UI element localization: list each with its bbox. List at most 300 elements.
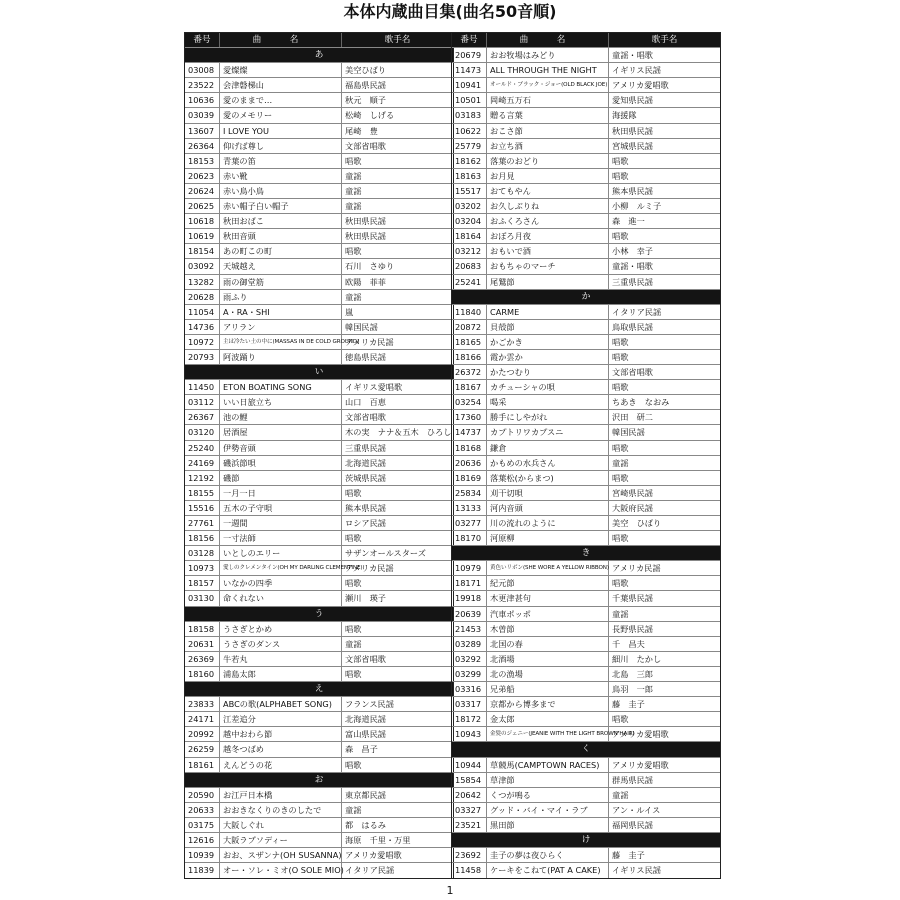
song-artist: 美空 ひばり (612, 518, 662, 528)
song-title: お立ち酒 (487, 139, 609, 153)
table-row (452, 863, 720, 878)
song-title: 秋田おばこ (220, 214, 342, 228)
table-row (452, 456, 720, 471)
song-title: I LOVE YOU (220, 124, 342, 138)
song-title: 越中おわら節 (220, 727, 342, 741)
song-title: 仰げば尊し (220, 139, 342, 153)
song-number: 13607 (185, 124, 220, 138)
song-title: 木更津甚句 (487, 591, 609, 605)
song-title: 贈る言葉 (487, 108, 609, 122)
song-title: おぼろ月夜 (487, 229, 609, 243)
song-artist: 石川 さゆり (345, 261, 395, 272)
song-number: 25241 (452, 275, 487, 289)
song-number: 03008 (185, 63, 220, 77)
song-artist: 藤 圭子 (612, 699, 645, 710)
song-artist: 富山県民謡 (345, 729, 386, 740)
song-number: 10622 (452, 124, 487, 138)
table-row (452, 78, 720, 93)
song-number: 11839 (185, 863, 220, 878)
song-number: 18158 (185, 622, 220, 636)
song-artist: 福岡県民謡 (612, 819, 653, 830)
song-title: おお牧場はみどり (487, 48, 609, 62)
section-label: け (581, 834, 591, 845)
table-row (185, 667, 453, 682)
song-title: 尾鷲節 (487, 275, 609, 289)
section-header (452, 833, 720, 848)
table-row (185, 199, 453, 214)
table-row (452, 697, 720, 712)
table-row (452, 305, 720, 320)
song-number: 18165 (452, 335, 487, 349)
song-artist: 宮城県民謡 (612, 140, 653, 151)
song-artist: イギリス民謡 (612, 865, 661, 876)
song-artist: 尾崎 豊 (345, 125, 378, 136)
song-title: おお、スザンナ(OH SUSANNA) (220, 848, 342, 862)
song-artist: 唱歌 (612, 472, 629, 483)
song-artist: 欧陽 菲菲 (345, 276, 386, 287)
table-row (185, 259, 453, 274)
song-artist: 森 昌子 (345, 744, 378, 755)
table-row (185, 305, 453, 320)
table-row (452, 561, 720, 576)
song-number: 18155 (185, 486, 220, 500)
section-label: い (314, 367, 324, 378)
table-row (452, 622, 720, 637)
song-artist: 長野県民謡 (612, 623, 653, 634)
table-row (185, 456, 453, 471)
section-label: か (581, 291, 591, 302)
song-title: 雨の御堂筋 (220, 275, 342, 289)
song-artist: 童謡・唱歌 (612, 261, 653, 272)
song-title: いとしのエリー (220, 546, 342, 560)
song-title: 天城越え (220, 259, 342, 273)
song-title: 磯浜節唄 (220, 456, 342, 470)
song-artist: 大阪府民謡 (612, 502, 653, 513)
table-row (452, 350, 720, 365)
song-number: 03202 (452, 199, 487, 213)
song-number: 10979 (452, 561, 487, 575)
song-artist: 童謡 (612, 457, 629, 468)
song-number: 11840 (452, 305, 487, 319)
song-number: 20872 (452, 320, 487, 334)
song-title: くつが鳴る (487, 788, 609, 802)
table-row (452, 531, 720, 546)
song-number: 03254 (452, 395, 487, 409)
song-title: ケーキをこねて(PAT A CAKE) (487, 863, 609, 878)
song-title: 赤い靴 (220, 169, 342, 183)
song-artist: フランス民謡 (345, 699, 394, 710)
song-number: 10941 (452, 78, 487, 92)
song-title: 愛のメモリー (220, 108, 342, 122)
song-title: 愛のままで… (220, 93, 342, 107)
song-artist: 文部省唱歌 (345, 140, 386, 151)
song-number: 03204 (452, 214, 487, 228)
table-row (452, 139, 720, 154)
table-row (452, 712, 720, 727)
song-number: 11054 (185, 305, 220, 319)
song-title: お月見 (487, 169, 609, 183)
section-header (185, 365, 453, 380)
table-row (452, 425, 720, 440)
song-artist: 福島県民謡 (345, 80, 386, 91)
song-title: 大阪ラプソディー (220, 833, 342, 847)
table-row (452, 410, 720, 425)
song-artist: 小林 幸子 (612, 246, 653, 257)
song-title: 一月一日 (220, 486, 342, 500)
song-number: 03289 (452, 637, 487, 651)
section-header (452, 546, 720, 561)
song-number: 20793 (185, 350, 220, 364)
song-artist: 童謡 (345, 170, 362, 181)
song-artist: 鳥羽 一郎 (612, 684, 653, 695)
table-row (452, 93, 720, 108)
table-row (185, 169, 453, 184)
song-title: 江差追分 (220, 712, 342, 726)
song-number: 20679 (452, 48, 487, 62)
header-title: 曲 名 (487, 33, 609, 47)
song-artist: 文部省唱歌 (612, 367, 653, 378)
song-number: 03299 (452, 667, 487, 681)
table-row (185, 184, 453, 199)
page-number: 1 (446, 884, 454, 897)
song-title: グッド・バイ・マイ・ラブ (487, 803, 609, 817)
song-title: いなかの四季 (220, 576, 342, 590)
song-artist: 秋田県民謡 (345, 216, 386, 227)
song-title: 黄色いリボン(SHE WORE A YELLOW RIBBON) (487, 561, 609, 575)
song-number: 26367 (185, 410, 220, 424)
song-title: ABCの歌(ALPHABET SONG) (220, 697, 342, 711)
song-number: 11473 (452, 63, 487, 77)
song-number: 03128 (185, 546, 220, 560)
table-row (185, 275, 453, 290)
song-artist: 三重県民謡 (612, 276, 653, 287)
table-row (452, 727, 720, 742)
song-artist: 愛知県民謡 (612, 95, 653, 106)
song-artist: 秋元 順子 (345, 95, 386, 106)
table-row (185, 637, 453, 652)
song-title: 岡崎五万石 (487, 93, 609, 107)
section-header (185, 48, 453, 63)
song-artist: 文部省唱歌 (345, 653, 386, 664)
song-number: 15516 (185, 501, 220, 515)
song-artist: 海原 千里・万里 (345, 834, 411, 845)
song-number: 03316 (452, 682, 487, 696)
song-artist: 熊本県民謡 (345, 502, 386, 513)
song-artist: イギリス愛唱歌 (345, 382, 403, 393)
header-number: 番号 (185, 33, 220, 47)
table-row (185, 335, 453, 350)
song-artist: 三重県民謡 (345, 442, 386, 453)
header-artist: 歌手名 (384, 35, 411, 45)
song-number: 24169 (185, 456, 220, 470)
song-artist: 藤 圭子 (612, 850, 645, 861)
table-row (185, 591, 453, 606)
song-number: 21453 (452, 622, 487, 636)
song-title: 北国の春 (487, 637, 609, 651)
song-artist: 松崎 しげる (345, 110, 395, 121)
song-title: 落葉のおどり (487, 154, 609, 168)
song-title: 河原柳 (487, 531, 609, 545)
song-title: うさぎとかめ (220, 622, 342, 636)
table-row (185, 561, 453, 576)
table-row (185, 486, 453, 501)
song-title: オー・ソレ・ミオ(O SOLE MIO) (220, 863, 342, 878)
song-number: 10944 (452, 758, 487, 772)
song-number: 23833 (185, 697, 220, 711)
song-artist: アメリカ民謡 (345, 336, 394, 347)
table-row (185, 214, 453, 229)
song-number: 15517 (452, 184, 487, 198)
song-table-right (451, 32, 721, 879)
table-row (185, 124, 453, 139)
song-title: 北酒場 (487, 652, 609, 666)
table-row (452, 516, 720, 531)
table-row (185, 697, 453, 712)
song-title: おもいで酒 (487, 244, 609, 258)
song-artist: 童謡 (345, 185, 362, 196)
song-artist: 沢田 研二 (612, 412, 653, 423)
song-number: 18166 (452, 350, 487, 364)
table-row (452, 169, 720, 184)
song-title: あの町この町 (220, 244, 342, 258)
song-title: オールド・ブラック・ジョー(OLD BLACK JOE) (487, 78, 609, 92)
song-title: 川の流れのように (487, 516, 609, 530)
song-artist: ロシア民謡 (345, 518, 386, 528)
song-number: 23522 (185, 78, 220, 92)
table-row (452, 365, 720, 380)
song-title: おふくろさん (487, 214, 609, 228)
song-title: 木曽節 (487, 622, 609, 636)
table-row (452, 48, 720, 63)
table-row (185, 622, 453, 637)
section-label: お (314, 774, 324, 785)
song-number: 03277 (452, 516, 487, 530)
table-row (452, 758, 720, 773)
song-number: 03092 (185, 259, 220, 273)
song-number: 23521 (452, 818, 487, 832)
table-row (452, 788, 720, 803)
song-number: 10973 (185, 561, 220, 575)
song-number: 18153 (185, 154, 220, 168)
table-row (452, 214, 720, 229)
song-number: 20590 (185, 788, 220, 802)
song-artist: 唱歌 (345, 533, 362, 544)
table-row (452, 667, 720, 682)
table-row (185, 380, 453, 395)
song-artist: 北海道民謡 (345, 457, 386, 468)
section-header (452, 290, 720, 305)
song-title: 紀元節 (487, 576, 609, 590)
song-artist: 徳島県民謡 (345, 351, 386, 362)
song-number: 10943 (452, 727, 487, 741)
song-title: 金髪のジェニー(JEANIE WITH THE LIGHT BROWN HAIR) (487, 727, 609, 741)
table-row (185, 531, 453, 546)
song-number: 18162 (452, 154, 487, 168)
table-row (452, 108, 720, 123)
song-number: 20631 (185, 637, 220, 651)
table-row (185, 350, 453, 365)
song-title: いい日旅立ち (220, 395, 342, 409)
song-artist: 唱歌 (345, 623, 362, 634)
table-row (452, 199, 720, 214)
table-row (185, 818, 453, 833)
song-artist: 秋田県民謡 (345, 231, 386, 242)
table-row (185, 742, 453, 757)
song-number: 19918 (452, 591, 487, 605)
song-title: ETON BOATING SONG (220, 380, 342, 394)
table-row (185, 652, 453, 667)
song-title: 一寸法師 (220, 531, 342, 545)
song-title: かもめの水兵さん (487, 456, 609, 470)
song-artist: 千 昌夫 (612, 638, 645, 649)
song-number: 13282 (185, 275, 220, 289)
table-row (185, 290, 453, 305)
table-row (452, 244, 720, 259)
song-artist: 鳥取県民謡 (612, 321, 653, 332)
song-number: 18154 (185, 244, 220, 258)
section-header (185, 682, 453, 697)
song-title: 愛燦燦 (220, 63, 342, 77)
song-title: えんどうの花 (220, 758, 342, 772)
song-number: 25779 (452, 139, 487, 153)
song-number: 26259 (185, 742, 220, 756)
table-row (185, 441, 453, 456)
song-artist: 童謡 (345, 291, 362, 302)
song-number: 18168 (452, 441, 487, 455)
song-artist: 千葉県民謡 (612, 593, 653, 604)
song-number: 18172 (452, 712, 487, 726)
song-artist: 唱歌 (612, 336, 629, 347)
song-artist: 韓国民謡 (612, 427, 645, 438)
song-artist: 宮崎県民謡 (612, 487, 653, 498)
song-title: 圭子の夢は夜ひらく (487, 848, 609, 862)
song-title: 伊勢音頭 (220, 441, 342, 455)
song-number: 26364 (185, 139, 220, 153)
table-row (452, 848, 720, 863)
song-artist: ちあき なおみ (612, 397, 670, 408)
song-artist: 唱歌 (345, 246, 362, 257)
song-title: 命くれない (220, 591, 342, 605)
song-artist: 瀬川 瑛子 (345, 593, 386, 604)
song-title: 喝采 (487, 395, 609, 409)
table-row (452, 591, 720, 606)
song-number: 18169 (452, 471, 487, 485)
table-row (452, 335, 720, 350)
song-number: 18161 (185, 758, 220, 772)
song-artist: 北海道民謡 (345, 714, 386, 725)
table-row (185, 758, 453, 773)
song-artist: 唱歌 (612, 382, 629, 393)
table-row (185, 63, 453, 78)
song-number: 20623 (185, 169, 220, 183)
song-title: 霞か雲か (487, 350, 609, 364)
song-title: 磯節 (220, 471, 342, 485)
table-row (452, 637, 720, 652)
table-row (452, 395, 720, 410)
song-artist: 童謡 (345, 638, 362, 649)
song-artist: 北島 三郎 (612, 668, 653, 679)
song-artist: 海援隊 (612, 110, 637, 121)
song-number: 18164 (452, 229, 487, 243)
song-number: 10618 (185, 214, 220, 228)
song-artist: 唱歌 (612, 578, 629, 589)
song-number: 14737 (452, 425, 487, 439)
table-row (452, 682, 720, 697)
section-header (185, 773, 453, 788)
song-title: 一週間 (220, 516, 342, 530)
song-title: 勝手にしやがれ (487, 410, 609, 424)
song-number: 03292 (452, 652, 487, 666)
song-number: 03212 (452, 244, 487, 258)
table-row (185, 863, 453, 878)
song-artist: 韓国民謡 (345, 321, 378, 332)
song-artist: 唱歌 (612, 351, 629, 362)
song-artist: 熊本県民謡 (612, 185, 653, 196)
song-artist: 唱歌 (345, 487, 362, 498)
table-row (452, 63, 720, 78)
page-title: 本体内蔵曲目集(曲名50音順) (343, 2, 557, 21)
table-row (452, 184, 720, 199)
song-artist: 群馬県民謡 (612, 774, 653, 785)
song-number: 10939 (185, 848, 220, 862)
song-artist: 文部省唱歌 (345, 412, 386, 423)
song-title: 刈干切唄 (487, 486, 609, 500)
song-number: 27761 (185, 516, 220, 530)
song-number: 20639 (452, 607, 487, 621)
song-number: 18171 (452, 576, 487, 590)
song-artist: 小柳 ルミ子 (612, 201, 662, 212)
song-artist: 唱歌 (612, 155, 629, 166)
song-number: 24171 (185, 712, 220, 726)
song-artist: イギリス民謡 (612, 65, 661, 76)
song-number: 18170 (452, 531, 487, 545)
song-number: 18157 (185, 576, 220, 590)
song-title: 牛若丸 (220, 652, 342, 666)
table-row (452, 229, 720, 244)
table-row (185, 576, 453, 591)
song-title: A・RA・SHI (220, 305, 342, 319)
table-row (452, 471, 720, 486)
table-row (185, 471, 453, 486)
song-title: アリラン (220, 320, 342, 334)
table-header (452, 33, 720, 48)
song-number: 13133 (452, 501, 487, 515)
song-title: お江戸日本橋 (220, 788, 342, 802)
section-label: あ (314, 50, 324, 61)
header-artist: 歌手名 (651, 35, 678, 45)
song-title: 金太郎 (487, 712, 609, 726)
song-title: ALL THROUGH THE NIGHT (487, 63, 609, 77)
song-artist: 唱歌 (612, 533, 629, 544)
song-artist: 嵐 (345, 306, 354, 317)
song-title: 愛しのクレメンタイン(OH MY DARLING CLEMENTINE) (220, 561, 342, 575)
song-title: 草競馬(CAMPTOWN RACES) (487, 758, 609, 772)
song-number: 20633 (185, 803, 220, 817)
table-row (452, 275, 720, 290)
song-number: 20636 (452, 456, 487, 470)
table-row (452, 124, 720, 139)
song-artist: サザンオールスターズ (345, 548, 426, 559)
table-row (452, 380, 720, 395)
song-artist: 細川 たかし (612, 653, 662, 664)
header-title: 曲 名 (220, 33, 342, 47)
table-row (185, 712, 453, 727)
song-number: 15854 (452, 773, 487, 787)
song-title: 浦島太郎 (220, 667, 342, 681)
song-number: 18156 (185, 531, 220, 545)
table-row (185, 108, 453, 123)
song-number: 03175 (185, 818, 220, 832)
